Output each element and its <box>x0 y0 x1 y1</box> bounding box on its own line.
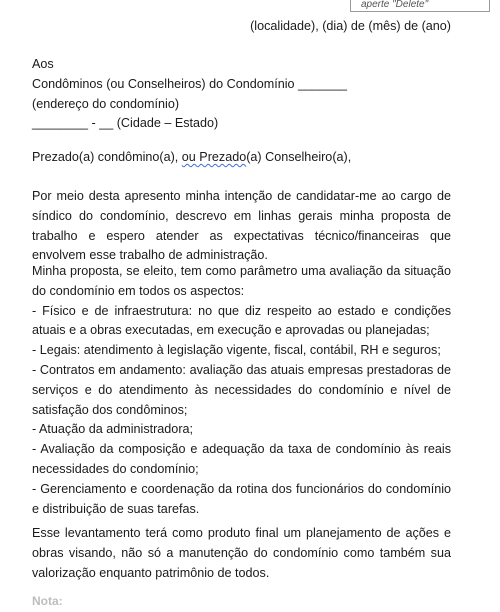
intro-paragraph: Por meio desta apresento minha intenção de candidatar-me ao cargo de síndico do condomínio, descrevo em linhas gerais minha proposta de trabalho e espero atender as expectativas técnico/financeiras que envolvem esse trabalho de administração. <box>32 189 451 263</box>
address-line: Aos <box>32 57 54 71</box>
proposal-section <box>32 262 451 519</box>
date-line: (localidade), (dia) de (mês) de (ano) <box>250 19 451 33</box>
conclusion-paragraph: Esse levantamento terá como produto final um planejamento de ações e obras visando, não só a manutenção do condomínio como também sua valorização enquanto patrimônio de todos. <box>32 526 451 580</box>
delete-hint-box <box>350 0 490 12</box>
aspect-list-item: - Avaliação da composição e adequação da taxa de condomínio às reais necessidades do condomínio; <box>32 442 451 476</box>
note-line <box>32 592 63 612</box>
spellcheck-marked-text: ou Prezado <box>181 150 247 164</box>
greeting-text: (a) Conselheiro(a), <box>246 150 352 164</box>
delete-hint-text: aperte "Delete" <box>361 0 429 10</box>
aspect-list-item: - Contratos em andamento: avaliação das atuais empresas prestadoras de serviços e do atendimento às necessidades do condomínio e nível de satisfação dos condôminos; <box>32 362 451 417</box>
recipient-address-block <box>32 55 347 134</box>
greeting-text: Prezado(a) condômino(a), <box>32 150 182 164</box>
greeting-line <box>32 148 351 168</box>
proposal-intro-paragraph: Minha proposta, se eleito, tem como parâmetro uma avaliação da situação do condomínio em todos os aspectos: <box>32 264 451 298</box>
aspect-list-item: - Gerenciamento e coordenação da rotina dos funcionários do condomínio e distribuição de suas tarefas. <box>32 481 451 516</box>
address-line: (endereço do condomínio) <box>32 96 180 111</box>
aspect-list-item: - Legais: atendimento à legislação vigente, fiscal, contábil, RH e seguros; <box>32 343 441 358</box>
address-line: ________ - __ (Cidade – Estado) <box>32 116 219 131</box>
aspect-list-item: - Atuação da administradora; <box>32 422 194 437</box>
aspect-list-item: - Físico e de infraestrutura: no que diz respeito ao estado e condições atuais e a obras executadas, em execução e aprovadas ou planejadas; <box>32 303 451 338</box>
note-label: Nota: <box>32 594 63 608</box>
address-line: Condôminos (ou Conselheiros) do Condomínio _______ <box>32 76 348 91</box>
